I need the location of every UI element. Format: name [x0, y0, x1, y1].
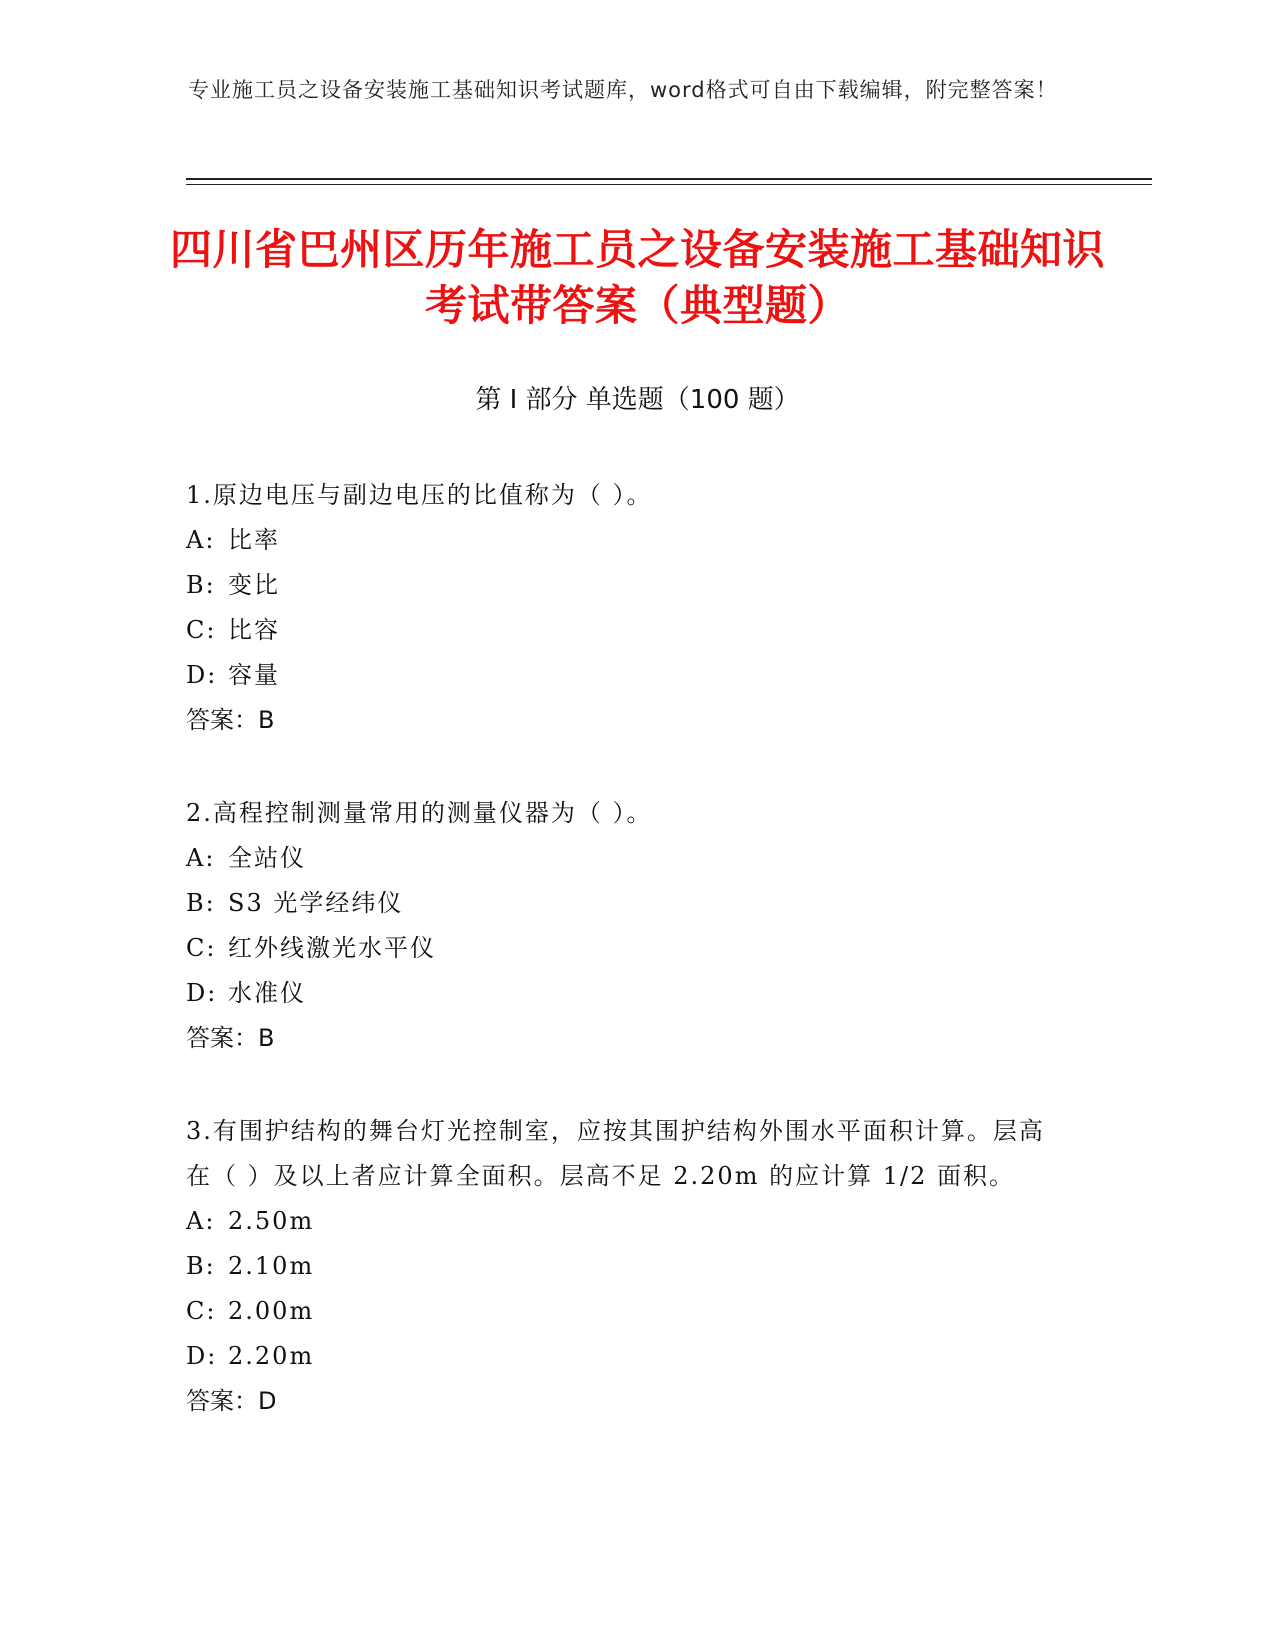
option-text: 红外线激光水平仪: [228, 934, 436, 962]
option-text: 2.00m: [228, 1297, 315, 1325]
question-stem: 1.原边电压与副边电压的比值称为（ ）。: [186, 481, 653, 509]
option-letter: D:: [186, 979, 218, 1007]
question-block: [186, 473, 1066, 743]
option-letter: B:: [186, 889, 216, 917]
option-text: 全站仪: [228, 844, 306, 872]
question-stem: 3.有围护结构的舞台灯光控制室，应按其围护结构外围水平面积计算。层高在（ ）及以上者应计算全面积。层高不足 2.20m 的应计算 1/2 面积。: [186, 1117, 1045, 1190]
option-c: [186, 1289, 1066, 1334]
option-letter: A:: [186, 526, 216, 554]
option-text: 水准仪: [228, 979, 306, 1007]
option-a: [186, 518, 1066, 563]
question-block: [186, 791, 1066, 1061]
option-a: [186, 836, 1066, 881]
option-d: [186, 971, 1066, 1016]
option-d: [186, 1334, 1066, 1379]
document-title: 四川省巴州区历年施工员之设备安装施工基础知识考试带答案（典型题）: [169, 225, 1105, 330]
answer-line: 答案：B: [186, 1024, 275, 1052]
option-letter: A:: [186, 1207, 216, 1235]
option-letter: B:: [186, 571, 216, 599]
option-b: [186, 563, 1066, 608]
header-divider-thick: [186, 178, 1152, 180]
option-c: [186, 608, 1066, 653]
option-text: 2.50m: [228, 1207, 315, 1235]
option-text: 比率: [228, 526, 280, 554]
option-text: 2.20m: [228, 1342, 315, 1370]
option-letter: D:: [186, 1342, 218, 1370]
option-c: [186, 926, 1066, 971]
option-text: 2.10m: [228, 1252, 315, 1280]
option-a: [186, 1199, 1066, 1244]
answer-line: 答案：D: [186, 1387, 277, 1415]
question-stem: 2.高程控制测量常用的测量仪器为（ ）。: [186, 799, 653, 827]
option-text: 变比: [228, 571, 280, 599]
option-text: S3 光学经纬仪: [228, 889, 404, 917]
option-letter: A:: [186, 844, 216, 872]
header-note: 专业施工员之设备安装施工基础知识考试题库，word格式可自由下载编辑，附完整答案！: [188, 78, 1058, 102]
option-text: 比容: [228, 616, 280, 644]
option-b: [186, 1244, 1066, 1289]
option-letter: C:: [186, 1297, 217, 1325]
option-text: 容量: [228, 661, 280, 689]
option-letter: D:: [186, 661, 218, 689]
option-b: [186, 881, 1066, 926]
option-letter: B:: [186, 1252, 216, 1280]
option-d: [186, 653, 1066, 698]
question-block: [186, 1109, 1066, 1424]
option-letter: C:: [186, 616, 217, 644]
header-divider-thin: [186, 184, 1152, 185]
section-title: 第 I 部分 单选题（100 题）: [475, 385, 800, 415]
option-letter: C:: [186, 934, 217, 962]
answer-line: 答案：B: [186, 706, 275, 734]
